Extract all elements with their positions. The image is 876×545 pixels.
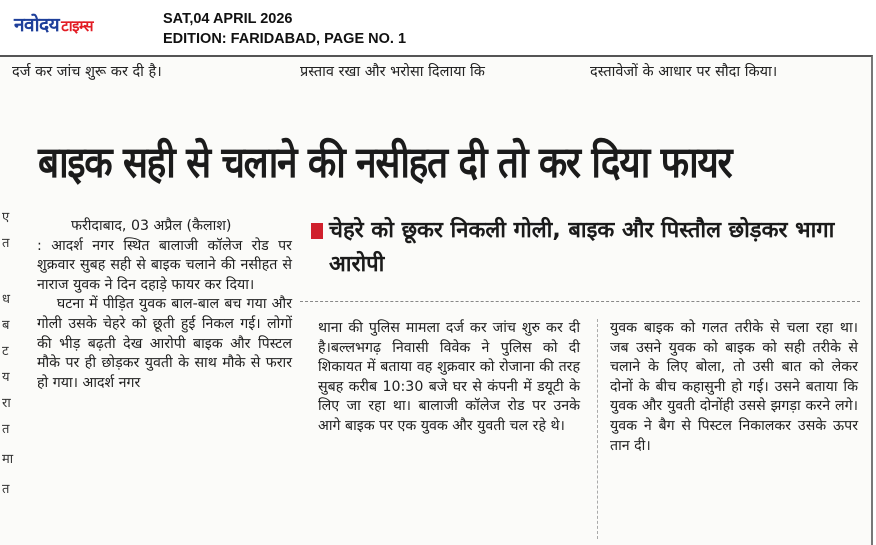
article-column-1 <box>37 217 292 393</box>
news-clipping <box>0 55 873 545</box>
issue-date: SAT,04 APRIL 2026 <box>163 11 293 27</box>
page-header <box>0 0 876 55</box>
article-headline: बाइक सही से चलाने की नसीहत दी तो कर दिया फायर <box>38 138 732 188</box>
left-edge-char: त <box>2 422 10 437</box>
left-edge-char: ए <box>2 210 10 225</box>
article-column-3 <box>610 319 858 456</box>
left-edge-char: मा <box>2 452 14 467</box>
edition-meta <box>163 9 406 49</box>
prev-article-fragment-right: दस्तावेजों के आधार पर सौदा किया। <box>590 64 778 80</box>
left-edge-char: ध <box>2 292 10 307</box>
logo-main-text: नवोदय <box>14 14 60 36</box>
prev-article-fragment-middle: प्रस्ताव रखा और भरोसा दिलाया कि <box>300 64 485 80</box>
article-column-2 <box>318 319 580 437</box>
prev-article-fragment-left: दर्ज कर जांच शुरू कर दी है। <box>12 64 162 80</box>
article-col1-para2: घटना में पीड़ित युवक बाल-बाल बच गया और गोली उसके चेहरे को छूती हुई निकल गई। लोगों की भीड़ बढ़ती देख आरोपी बाइक और पिस्टल मौके पर ही छोड़कर युवती के साथ मौके से फरार हो गया। आदर्श नगर <box>37 296 292 391</box>
newspaper-logo <box>14 11 93 37</box>
column-divider <box>597 319 598 539</box>
left-edge-char: ब <box>2 318 10 333</box>
article-subheadline: चेहरे को छूकर निकली गोली, बाइक और पिस्तौल छोड़कर भागा आरोपी <box>329 218 835 277</box>
article-dateline: फरीदाबाद, 03 अप्रैल (कैलाश) <box>71 218 232 234</box>
subheadline-divider <box>300 301 860 302</box>
article-col2-text: थाना की पुलिस मामला दर्ज कर जांच शुरु कर दी है।बल्लभगढ़ निवासी विवेक ने पुलिस को दी शिकायत में बताया वह शुक्रवार को रोजाना की तरह सुबह करीब 10:30 बजे घर से कंपनी में डयूटी के लिए जा रहा था। बालाजी कॉलेज रोड पर उनके आगे बाइक पर एक युवक और युवती चल रहे थे। <box>318 320 580 434</box>
left-edge-char: त <box>2 482 10 497</box>
logo-sub-text: टाइम्स <box>61 17 93 35</box>
article-col3-text: युवक बाइक को गलत तरीके से चला रहा था। जब उसने युवक को बाइक को सही तरीके से चलाने के लिए बोला, तो उसी बात को लेकर दोनों के बीच कहासुनी हो गई। उसने बताया कि युवक और युवती दोनोंही उससे झगड़ा करने लगे। युवक ने बैग से पिस्टल निकालकर उसके ऊपर तान दी। <box>610 320 858 454</box>
subheadline-marker <box>311 223 323 239</box>
left-edge-char: य <box>2 370 10 385</box>
left-edge-char: ट <box>2 344 9 359</box>
edition-line: EDITION: FARIDABAD, PAGE NO. 1 <box>163 31 407 47</box>
left-edge-char: त <box>2 236 10 251</box>
article-col1-para1: : आदर्श नगर स्थित बालाजी कॉलेज रोड पर शुक्रवार सुबह सही से बाइक चलाने की नसीहत से नाराज युवक ने दिन दहाड़े फायर कर दिया। <box>37 237 292 293</box>
left-edge-char: रा <box>2 396 11 411</box>
